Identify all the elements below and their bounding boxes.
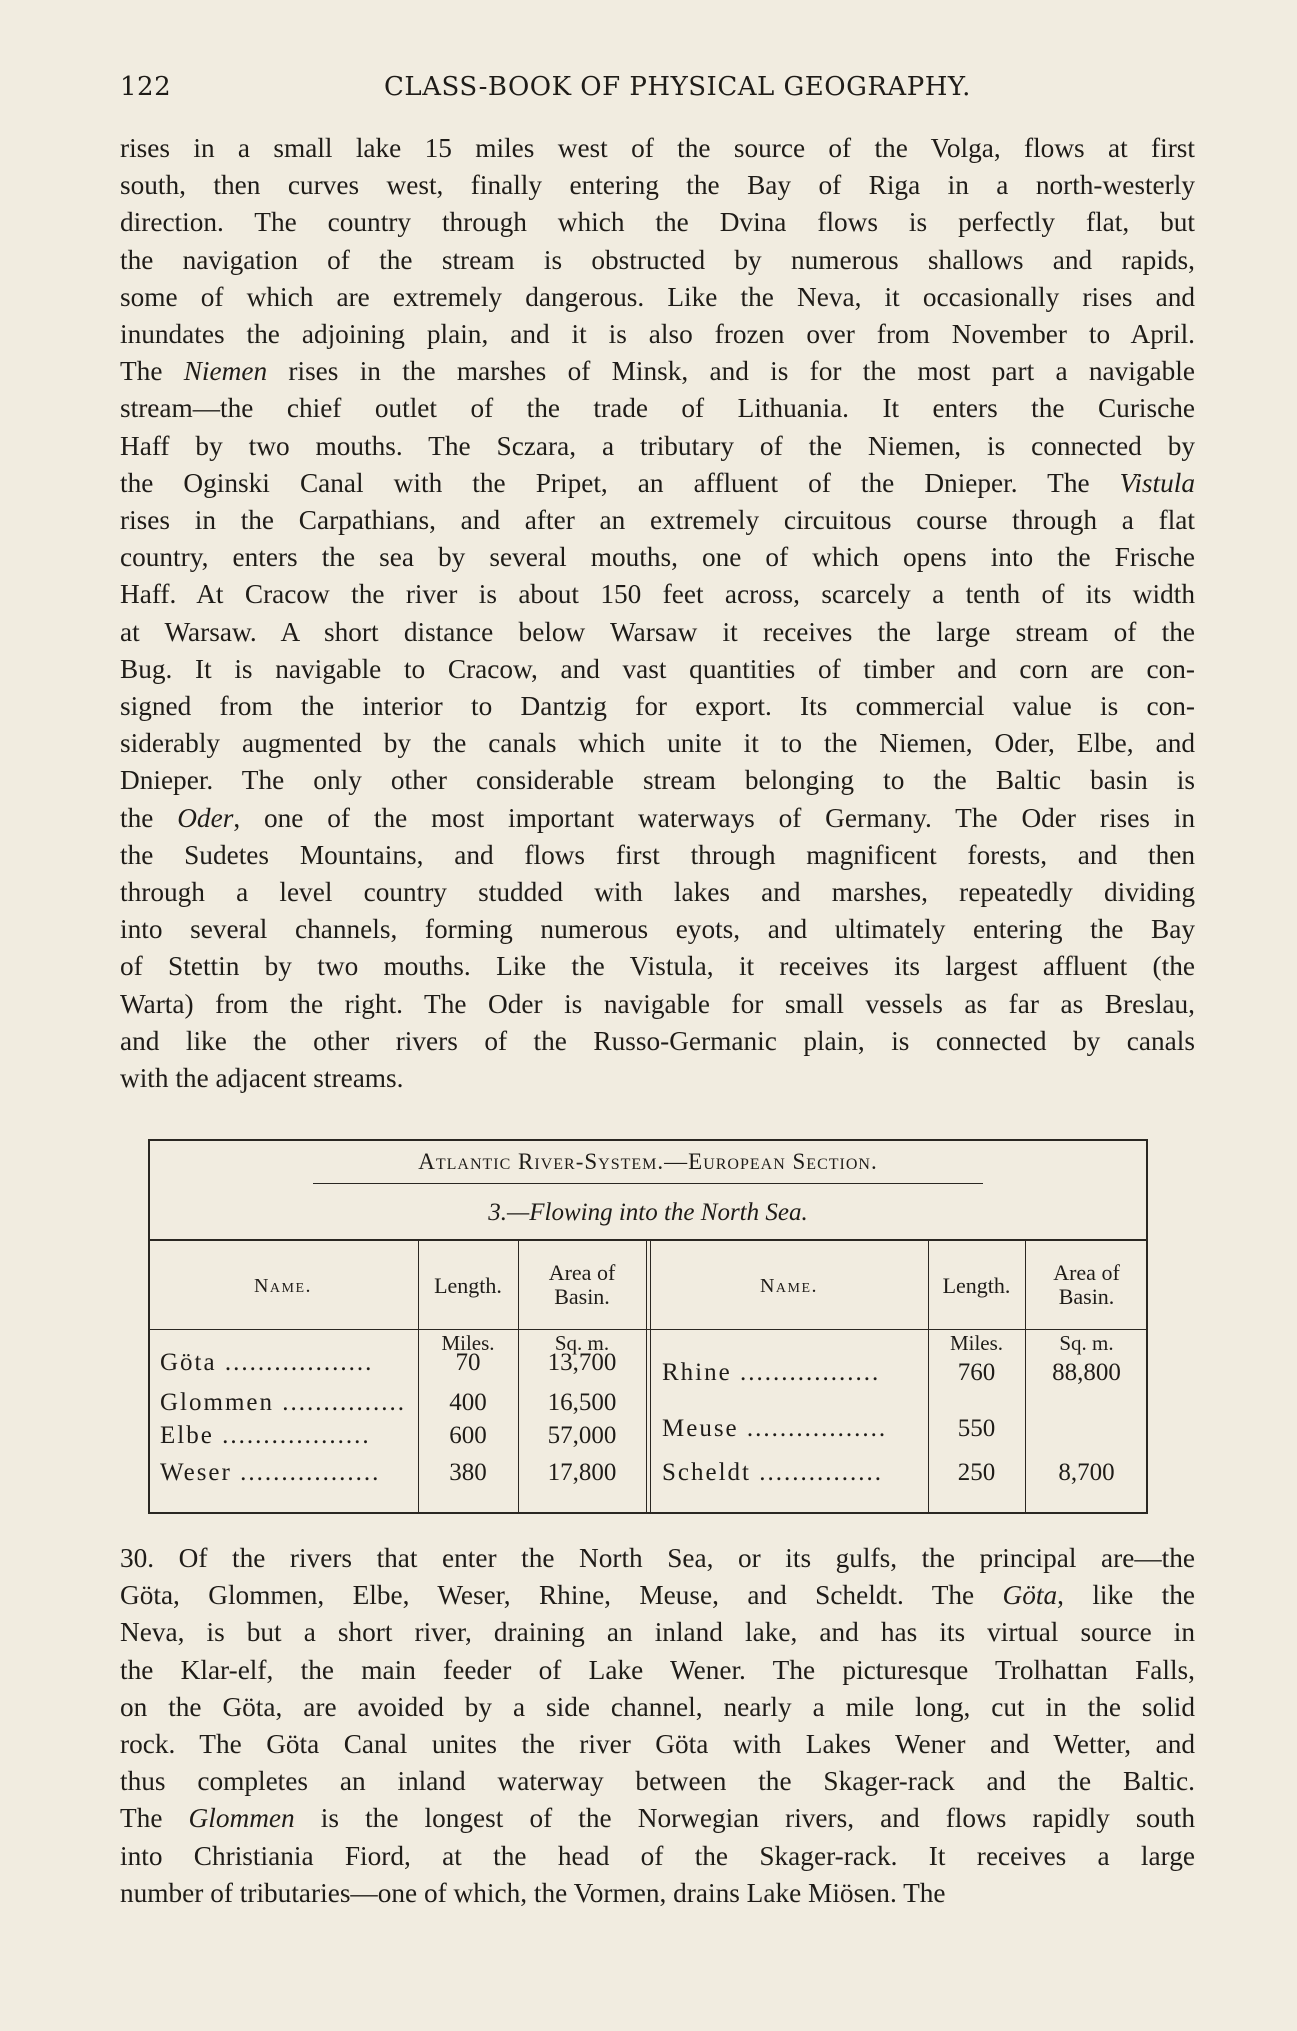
para1-line: of Stettin by two mouths. Like the Vistula, it receives its largest affluent (the <box>120 951 1195 982</box>
para1-line: through a level country studded with lakes and marshes, repeatedly dividing <box>120 877 1195 908</box>
river-area: 8,700 <box>1058 1459 1115 1486</box>
river-name: Weser ................. <box>160 1459 381 1486</box>
unit-miles-left: Miles. <box>441 1331 495 1355</box>
river-length: 70 <box>455 1349 481 1376</box>
river-name: Elbe .................. <box>160 1422 371 1449</box>
page <box>120 72 1196 1908</box>
para2-line: Göta, Glommen, Elbe, Weser, Rhine, Meuse, and Scheldt. The Göta, like the <box>120 1580 1195 1611</box>
paragraph-rivers-baltic <box>120 130 1195 1097</box>
unit-sqm-left: Sq. m. <box>554 1331 610 1355</box>
river-length: 250 <box>957 1459 996 1486</box>
para1-line: siderably augmented by the canals which unite it to the Niemen, Oder, Elbe, and <box>120 728 1195 759</box>
para2-line: Neva, is but a short river, draining an inland lake, and has its virtual source in <box>120 1617 1195 1648</box>
river-area: 57,000 <box>547 1422 617 1449</box>
para2-line: The Glommen is the longest of the Norwegian rivers, and flows rapidly south <box>120 1803 1196 1834</box>
para1-line: the navigation of the stream is obstructed by numerous shallows and rapids, <box>120 244 1195 275</box>
river-name: Rhine ................. <box>662 1359 881 1386</box>
para1-line: rises in the Carpathians, and after an extremely circuitous course through a flat <box>120 505 1195 536</box>
col-area-right-1: Area of <box>1053 1260 1120 1285</box>
para1-line: the Oder, one of the most important waterways of Germany. The Oder rises in <box>120 802 1195 833</box>
para1-line: into several channels, forming numerous eyots, and ultimately entering the Bay <box>120 914 1195 945</box>
para1-line: direction. The country through which the Dvina flows is perfectly flat, but <box>120 207 1195 238</box>
river-name: Meuse ................. <box>662 1415 888 1442</box>
para2-line: rock. The Göta Canal unites the river Göta with Lakes Wener and Wetter, and <box>120 1729 1195 1760</box>
river-area: 88,800 <box>1052 1359 1121 1386</box>
col-name-left: Name. <box>253 1275 313 1297</box>
para2-line: 30. Of the rivers that enter the North Sea, or its gulfs, the principal are—the <box>120 1543 1195 1573</box>
para1-line: Haff by two mouths. The Sczara, a tributary of the Niemen, is connected by <box>120 430 1195 461</box>
col-length-right: Length. <box>942 1273 1011 1298</box>
para2-line: the Klar-elf, the main feeder of Lake Wener. The picturesque Trolhattan Falls, <box>120 1654 1195 1685</box>
table-title: Atlantic River-System.—European Section. <box>418 1149 878 1174</box>
para1-line: country, enters the sea by several mouths, one of which opens into the Frische <box>120 542 1195 573</box>
river-name: Scheldt ............... <box>662 1459 883 1486</box>
col-area-right-2: Basin. <box>1058 1284 1115 1309</box>
river-length: 400 <box>449 1389 487 1416</box>
col-area-left-1: Area of <box>548 1260 616 1285</box>
river-length: 550 <box>957 1415 996 1442</box>
para1-line: south, then curves west, finally entering the Bay of Riga in a north-westerly <box>120 170 1195 201</box>
unit-sqm-right: Sq. m. <box>1059 1331 1114 1355</box>
river-length: 380 <box>449 1459 487 1486</box>
river-area: 13,700 <box>547 1349 617 1376</box>
running-title: CLASS-BOOK OF PHYSICAL GEOGRAPHY. <box>384 72 971 102</box>
para2-line: thus completes an inland waterway between the Skager-rack and the Baltic. <box>120 1766 1195 1797</box>
para1-line: Warta) from the right. The Oder is navigable for small vessels as far as Breslau, <box>120 988 1195 1019</box>
river-table <box>148 1139 1148 1514</box>
para1-line: the Sudetes Mountains, and flows first through magnificent forests, and then <box>120 839 1195 870</box>
paragraph-north-sea-rivers <box>120 1540 1195 1912</box>
river-name: Glommen ............... <box>160 1389 406 1416</box>
para1-line: inundates the adjoining plain, and it is also frozen over from November to April. <box>120 319 1195 350</box>
para1-line: signed from the interior to Dantzig for export. Its commercial value is con- <box>120 691 1195 722</box>
running-head <box>120 72 1195 102</box>
page-number: 122 <box>120 72 172 102</box>
para1-line: Dnieper. The only other considerable stream belonging to the Baltic basin is <box>120 765 1195 796</box>
para1-line: the Oginski Canal with the Pripet, an affluent of the Dnieper. The Vistula <box>120 467 1195 498</box>
river-area: 16,500 <box>547 1389 617 1416</box>
para1-line: The Niemen rises in the marshes of Minsk, and is for the most part a navigable <box>120 356 1195 387</box>
unit-miles-right: Miles. <box>949 1331 1004 1355</box>
para1-line: Haff. At Cracow the river is about 150 feet across, scarcely a tenth of its width <box>120 579 1195 610</box>
para1-line: at Warsaw. A short distance below Warsaw it receives the large stream of the <box>120 616 1195 647</box>
para2-line: number of tributaries—one of which, the Vormen, drains Lake Miösen. The <box>120 1877 946 1908</box>
col-length-left: Length. <box>434 1273 502 1298</box>
para1-line: Bug. It is navigable to Cracow, and vast quantities of timber and corn are con- <box>120 653 1195 684</box>
para2-line: into Christiania Fiord, at the head of the Skager-rack. It receives a large <box>120 1840 1195 1871</box>
para1-line: stream—the chief outlet of the trade of Lithuania. It enters the Curische <box>120 393 1195 424</box>
para1-line: with the adjacent streams. <box>120 1063 404 1094</box>
col-name-right: Name. <box>759 1275 819 1297</box>
para1-line: rises in a small lake 15 miles west of the source of the Volga, flows at first <box>120 133 1195 163</box>
para1-line: and like the other rivers of the Russo-Germanic plain, is connected by canals <box>120 1025 1195 1056</box>
river-length: 760 <box>957 1359 996 1386</box>
river-length: 600 <box>449 1422 487 1449</box>
col-area-left-2: Basin. <box>554 1284 610 1309</box>
para1-line: some of which are extremely dangerous. Like the Neva, it occasionally rises and <box>120 281 1195 312</box>
table-subtitle: 3.—Flowing into the North Sea. <box>488 1199 808 1226</box>
para2-line: on the Göta, are avoided by a side channel, nearly a mile long, cut in the solid <box>120 1691 1195 1722</box>
river-name: Göta .................. <box>160 1349 374 1376</box>
river-area: 17,800 <box>547 1459 617 1486</box>
